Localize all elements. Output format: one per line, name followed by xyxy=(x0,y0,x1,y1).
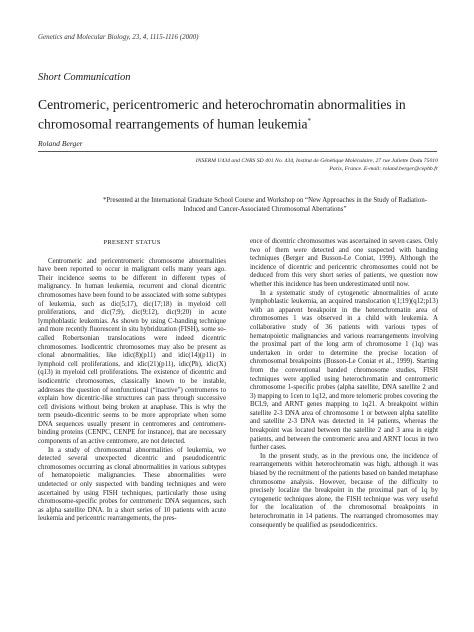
affiliation-line-1: INSERM U434 and CNRS SD 401 No. 434, Institut de Génétique Moléculaire, 27 rue Juliette Dodu 75010 xyxy=(195,158,438,164)
right-column xyxy=(250,238,438,530)
journal-header: Genetics and Molecular Biology, 23, 4, 1115-1116 (2000) xyxy=(38,33,199,41)
header-divider xyxy=(38,151,437,152)
title-text: Centromeric, pericentromeric and heterochromatin abnormalities in chromosomal rearrangements of human leukemia xyxy=(38,97,406,132)
presentation-footnote: *Presented at the International Graduate School Course and Workshop on “New Approaches in the Study of Radiation-Induced and Cancer-Associated Chromosomal Aberrations” xyxy=(103,197,427,213)
section-heading: PRESENT STATUS xyxy=(103,239,161,246)
article-title xyxy=(38,96,438,133)
title-footnote-mark: * xyxy=(307,117,312,125)
body-paragraph: Centromeric and pericentromeric chromosome abnormalities have been reported to occur in malignant cells many years ago. Their incidence seems to be different in different types of malignancy. In human leukemia, recurrent and clonal dicentric chromosomes have been found to be associated with some subtypes of leukemia, such as dic(5;17), dic(17;18) in myeloid cell proliferations, and dic(7;9), dic(9;12), dic(9;20) in acute lymphoblastic leukemias. As shown by using C-banding technique and more recently fluorescent in situ hybridization (FISH), some so-called Robertsonian translocations were indeed dicentric chromosomes. Isodicentric chromosomes may also be present as clonal abnormalities, like idic(8)(p11) and idic(14)(p11) in lymphoid cell proliferations, and idic(21)(p11), idic(Ph), idic(X)(q13) in myeloid cell proliferations. The existence of dicentric and isodicentric chromosomes, classically known to be instable, addresses the question of nonfunctional (“inactive”) centromeres to explain how dicentric-like structures can pass through successive cell divisions without being broken at anaphase. This is why the term pseudo-dicentric seems to be more appropriate when some DNA sequences usually present in centromeres and centromere-binding proteins (CENPC, CENPE for instance), that are necessary components of an active centromere, are not detected. xyxy=(38,257,226,446)
author-name: Roland Berger xyxy=(38,139,83,148)
section-type: Short Communication xyxy=(38,72,131,83)
body-paragraph: In the present study, as in the previous one, the incidence of rearrangements within heterochromatin was high, although it was biased by the recruitment of the patients based on banded metaphase chromosome analysis. However, because of the difficulty to precisely localize the breakpoint in the proximal part of 1q by cytogenetic techniques alone, the FISH technique was very useful for the localization of the chromosomal breakpoints in heterochromatin in 14 patients. The rearranged chromosomes may consequently be qualified as pseudodicentrics. xyxy=(250,452,438,529)
body-paragraph: In a systematic study of cytogenetic abnormalities of acute lymphoblastic leukemia, an acquired translocation t(1;19)(q12;p13) with an apparent breakpoint in the heterochromatin area of chromosomes 1 was observed in a child with leukemia. A collaborative study of 36 patients with various types of hematopoietic malignancies and various rearrangements involving the proximal part of the long arm of chromosome 1 (1q) was undertaken in order to determine the precise location of chromosomal breakpoints (Busson-Le Coniat et al., 1999). Starting from the conventional banded chromosome studies, FISH techniques were applied using heterochromatin and centromeric chromosome 1-specific probes (alpha satellite, DNA satellite 2 and 3) mapping to 1cen to 1q12, and more telomeric probes covering the BCL9, and ARNT genes mapping to 1q21. A breakpoint within satellite 2-3 DNA area of chromosome 1 or between alpha satellite and satellite 2-3 DNA was detected in 14 patients, whereas the breakpoint was located between the satellite 2 and 3 area in eight patients, and between the centromeric area and ARNT locus in two further cases. xyxy=(250,289,438,452)
body-paragraph: ence of dicentric chromosomes was ascertained in seven cases. Only two of them were detected and one suspected with banding techniques (Berger and Busson-Le Coniat, 1999). Although the incidence of dicentric and pericentric chromosomes could not be deduced from this very short series of patients, we question now whether this incidence has been underestimated until now. xyxy=(250,238,438,288)
left-column xyxy=(38,239,226,524)
author-affiliation xyxy=(118,157,438,173)
affiliation-line-2: Paris, France. E-mail: roland.berger@cephb.fr xyxy=(329,166,438,172)
body-paragraph: In a study of chromosomal abnormalities of leukemia, we detected several unexpected dicentric and pseudodicentric chromosomes occurring as clonal abnormalities in various subtypes of hematopoietic malignancies. These abnormalities were undetected or only suspected with banding techniques and were ascertained by using FISH techniques, particularly those using chromosome-specific probes for centromeric DNA sequences, such as alpha satellite DNA. In a short series of 10 patients with acute leukemia and pericentric rearrangements, the pres- xyxy=(38,446,226,523)
